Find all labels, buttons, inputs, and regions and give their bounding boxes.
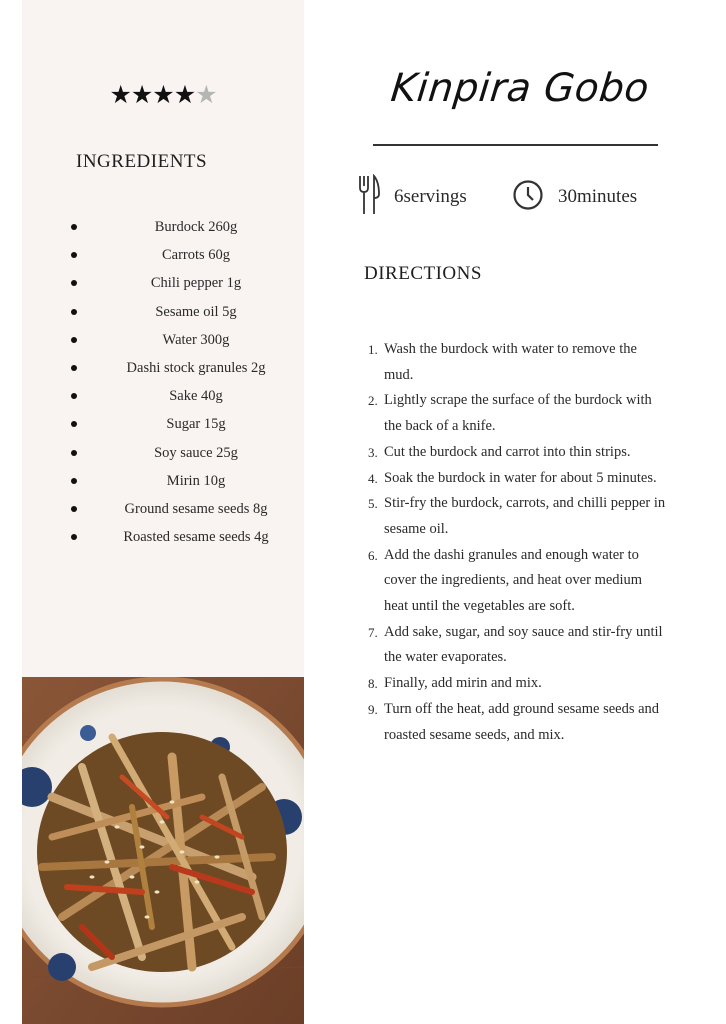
direction-step: 2. Lightly scrape the surface of the burdock with the back of a knife.	[368, 392, 652, 435]
ingredient-text: Burdock 260g	[154, 219, 238, 235]
directions-list	[368, 337, 668, 748]
direction-step: 7. Add sake, sugar, and soy sauce and stir-fry until the water evaporates.	[368, 623, 663, 666]
direction-step: 8. Finally, add mirin and mix.	[368, 675, 542, 692]
ingredient-item	[70, 495, 280, 523]
step-text: Lightly scrape the surface of the burdock with the back of a knife.	[384, 392, 652, 435]
bullet-icon	[71, 337, 77, 343]
star-rating	[22, 80, 304, 110]
recipe-title: Kinpira Gobo	[388, 66, 652, 111]
direction-step: 6. Add the dashi granules and enough water to cover the ingredients, and heat over medium heat until the vegetables are soft.	[368, 546, 643, 615]
step-text: Finally, add mirin and mix.	[384, 675, 542, 692]
bullet-icon	[71, 252, 77, 258]
ingredient-item	[70, 439, 280, 467]
step-text: Cut the burdock and carrot into thin strips.	[384, 443, 631, 460]
ingredient-item	[70, 269, 280, 297]
ingredient-item	[70, 326, 280, 354]
time-info	[512, 176, 637, 218]
ingredient-text: Soy sauce 25g	[154, 444, 238, 461]
bullet-icon	[71, 365, 77, 371]
ingredients-heading: INGREDIENTS	[76, 151, 208, 172]
step-text: Soak the burdock in water for about 5 minutes.	[384, 469, 657, 486]
ingredient-item	[70, 523, 280, 551]
ingredient-text: Sesame oil 5g	[155, 303, 237, 320]
direction-step: 4. Soak the burdock in water for about 5 minutes.	[368, 469, 657, 486]
star-icon-empty: ★	[195, 80, 217, 109]
fork-knife-icon	[358, 174, 380, 220]
ingredient-item	[70, 410, 280, 438]
bullet-icon	[71, 224, 77, 230]
ingredient-text: Mirin 10g	[166, 472, 226, 489]
step-text: Stir-fry the burdock, carrots, and chilli pepper in sesame oil.	[384, 495, 666, 537]
ingredient-text: Chili pepper 1g	[150, 275, 242, 292]
ingredient-text: Dashi stock granules 2g	[126, 360, 266, 377]
direction-step: 3. Cut the burdock and carrot into thin strips.	[368, 443, 631, 460]
time-text: 30minutes	[558, 186, 638, 207]
star-icon-filled: ★	[130, 80, 153, 109]
directions-heading: DIRECTIONS	[364, 263, 482, 284]
direction-step: 1. Wash the burdock with water to remove the mud.	[368, 341, 637, 383]
bullet-icon	[71, 534, 77, 540]
bullet-icon	[71, 506, 77, 512]
ingredient-text: Carrots 60g	[161, 247, 231, 264]
star-icon-filled: ★	[109, 80, 131, 109]
direction-step: 5. Stir-fry the burdock, carrots, and chilli pepper in sesame oil.	[368, 495, 666, 537]
ingredient-item	[70, 382, 280, 410]
ingredient-item	[70, 354, 280, 382]
bullet-icon	[71, 478, 77, 484]
bullet-icon	[71, 450, 77, 456]
step-text: Add sake, sugar, and soy sauce and stir-fry until the water evaporates.	[384, 623, 663, 666]
ingredient-text: Water 300g	[162, 331, 230, 348]
star-icon-filled: ★	[173, 80, 196, 109]
ingredients-list	[70, 213, 280, 551]
bullet-icon	[71, 309, 77, 315]
ingredient-text: Sugar 15g	[166, 416, 226, 433]
ingredients-panel	[22, 0, 304, 677]
ingredient-item	[70, 467, 280, 495]
ingredient-text: Sake 40g	[169, 388, 223, 405]
ingredient-item	[70, 213, 280, 241]
bullet-icon	[71, 393, 77, 399]
star-icon-filled: ★	[152, 80, 174, 109]
ingredient-item	[70, 241, 280, 269]
title-divider	[373, 144, 658, 146]
bullet-icon	[71, 280, 77, 286]
servings-text: 6servings	[394, 186, 467, 207]
clock-icon	[512, 179, 544, 215]
ingredient-text: Ground sesame seeds 8g	[124, 501, 268, 518]
bullet-icon	[71, 421, 77, 427]
ingredient-item	[70, 298, 280, 326]
dish-photo	[22, 677, 304, 1024]
step-text: Add the dashi granules and enough water to cover the ingredients, and heat over medium heat until the vegetables are soft.	[384, 546, 643, 615]
direction-step: 9. Turn off the heat, add ground sesame seeds and roasted sesame seeds, and mix.	[368, 700, 660, 743]
ingredient-text: Roasted sesame seeds 4g	[123, 529, 269, 546]
servings-info	[358, 176, 467, 218]
step-text: Turn off the heat, add ground sesame seeds and roasted sesame seeds, and mix.	[384, 700, 660, 743]
step-text: Wash the burdock with water to remove the mud.	[384, 341, 637, 383]
